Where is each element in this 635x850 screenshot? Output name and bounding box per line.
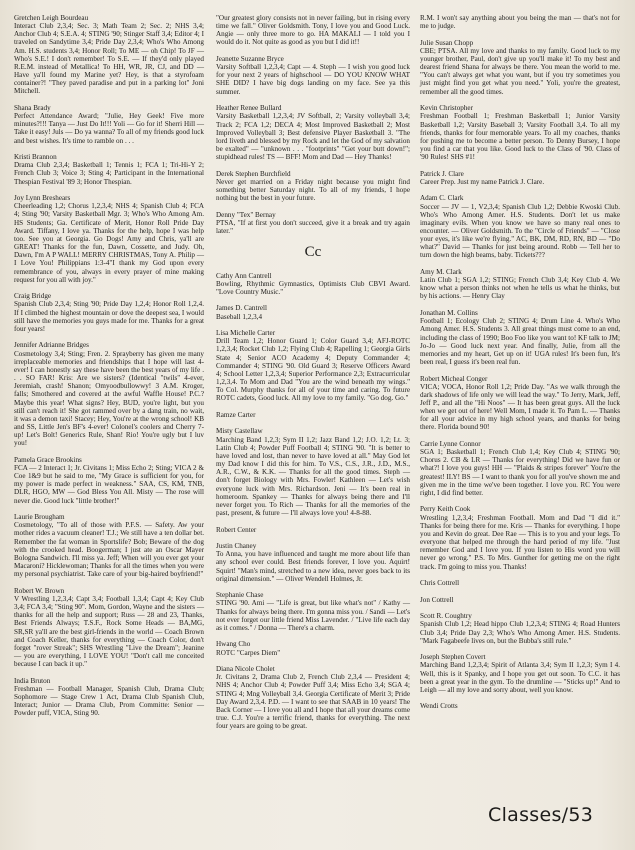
senior-activities: CBE; PTSA. All my love and thanks to my family. Good luck to my younger brother, Paul, don't give up you'll make it! To my best and dearest friend Shana for always be there. You mean the world to me. "You can't always get what you want, but if you try sometimes you just might find you get what you need." Yoli, you're the greatest, remember all the good times. — [420, 46, 620, 96]
senior-entry — [216, 427, 410, 517]
senior-name: Kevin Christopher — [420, 104, 473, 113]
senior-name: Kristi Brannon — [14, 153, 57, 162]
senior-entry — [420, 39, 620, 96]
senior-name: Jonathan M. Collins — [420, 309, 478, 318]
column-left — [14, 14, 204, 726]
senior-activities: Interact Club 2,3,4; Sec. 3; Math Team 2; Sec. 2; NHS 3,4; Anchor Club 4; S.E.A. 4; STING '90; Stinger Staff 3,4; Editor 4; I traveled on Sandytime 3,4; Pride Day 2,3,4; Who's Who Among Am. H.S. students 3,4; Honor Roll; To ME — oh Chip! To JF — Who's S.E.! I don't remember! To S.E. — If they'd only played R.E.M. instead of Metallica! To HH, WR, JR, CJ, and DD — Have ya'll found my Marine yet? Hey, is that a styrofoam container?! "They paved paradise and put in a parking lot" Joni Mitchell. — [14, 22, 204, 96]
senior-activities: R.M. I won't say anything about you being the man — that's not for me to judge. — [420, 14, 620, 31]
senior-name: Carrie Lynne Connor — [420, 440, 481, 448]
senior-name: Jennifer Adrianne Bridges — [14, 341, 89, 350]
senior-name: Chris Cottrell — [420, 579, 460, 588]
senior-entry — [14, 513, 204, 578]
senior-name: Shana Brady — [14, 103, 51, 112]
senior-name: Ramze Carter — [216, 410, 256, 419]
senior-activities: Cosmetology, "To all of those with P.F.S. — Safety. Aw your mother rides a vacuum cleaner! T.J.; We still have a ten dollar bet. Remember the fat woman in Sportslife? Bob; Beware of the dog with the crooked head. Boogerman; I just ate an Oscar Mayer Bologna Sandwich. I'll miss ya. Jeff; When will you ever get your Macaroni? Hicklewoman; Thanks for all the times when you were my personal psychiatrist. Take care of your big-haired boyfriend!" — [14, 521, 204, 579]
senior-activities: Varsity Basketball 1,2,3,4; JV Softball, 2; Varsity volleyball 3,4; Track 2; FCA 1,2; DECA 4; Most Improved Basketball 2; Most Improved Volleyball 3; Best defensive Player Basketball 3. "The lord liveth and blessed by my Rock and let the God of my salvation be exalted" — "unknown . . . "footprints" "Get your butt down!"; stupidhead rules! TS — BFF! Mom and Dad — Hey Thanks! — [216, 112, 410, 162]
senior-entry — [216, 211, 410, 235]
senior-entry — [216, 526, 410, 534]
senior-name: Jeanette Suzanne Bryce — [216, 55, 284, 64]
senior-activities: Marching Band 1,2,3; Sym II 1,2; Jazz Band 1,2; J.O. 1,2; Lt. 3; Latin Club 4; Powder Puff Football 4; STING '90. "It is better to have loved and lost, than never to have loved at all." May God let my Dad know I did this for him. To V.S., C.S., J.R., J.D., M.S., A.R., C.W., & K.K. — Thanks for all the good times. Steph — don't forget Biology with Mrs. Fowler! Kathleen — Let's wish everyone luck with Mrs. Richardson. Jeni — It's been real in homeroom. Spankey — Thanks for always being there and I'll never forget you. To Rich — Thanks for all the memories of the past, present, & future — I'll always love you! 4-8-88. — [216, 435, 410, 518]
senior-name: Wendi Crotts — [420, 702, 458, 711]
senior-activities: Perfect Attendance Award; "Julie, Hey Geek! Five more minutes?!!! Tanya — Just Do It!!! Yoli — Go for it! Sherri Hill — Take it easy! Juls — Do ya wanna? To all of my friends good luck and best wishes. It's time to ramble on . . . — [14, 112, 204, 145]
senior-entry — [216, 304, 410, 320]
senior-activities: To Anna, you have influenced and taught me more about life than any school ever could. Best friends forever, I love you. Aquirt! Squirt! "Man's mind, stretched to a new idea, never goes back to its original dimension." — Oliver Wendell Holmes, Jr. — [216, 550, 410, 583]
senior-entry — [420, 505, 620, 570]
senior-entry — [216, 329, 410, 402]
column-right — [420, 14, 620, 719]
senior-name: James D. Cantrell — [216, 304, 267, 313]
senior-entry — [420, 653, 620, 694]
senior-entry — [216, 411, 410, 419]
senior-activities: Latin Club 1; SGA 1,2; STING; French Club 3,4; Key Club 4. We know what a person thinks not when he tells us what he thinks, but by his actions. — Henry Clay — [420, 276, 620, 301]
senior-entry — [216, 170, 410, 203]
senior-name: Heather Renee Bullard — [216, 104, 282, 113]
senior-name: Adam C. Clark — [420, 194, 464, 203]
senior-entry — [420, 194, 620, 259]
senior-name: Craig Bridge — [14, 292, 52, 301]
senior-name: Joseph Stephen Covert — [420, 653, 486, 662]
senior-entry — [216, 104, 410, 161]
senior-name: Laurie Brougham — [14, 513, 65, 522]
senior-entry — [14, 587, 204, 669]
section-letter: Cc — [304, 243, 322, 260]
senior-entry — [14, 292, 204, 333]
senior-activities: Cheerleading 1,2; Chorus 1,2,3,4; NHS 4; Spanish Club 4; FCA 4; Sting '90; Varsity Basketball Mgr. 3; Who's Who Among Am. HS Students; Ga. Certificate of Merit, Honor Roll Pride Day Award. Tiffany, I love ya. Thanks for the help, hope I was help too. See you at Georgia. Go Dogs! Amy and Chris, ya'll are GREAT! Thanks for the fun, Dawn, Cossette, and Judy. Oh, Dawn, I'm A P WALL! MERRY CHRISTMAS, Tony A. Philip — I Love You! Philippians 1:3-4"I thank my God upon every remembrance of you, always in every prayer of mine making request for you all with joy." — [14, 202, 204, 284]
senior-entry — [216, 591, 410, 632]
senior-entry — [216, 14, 410, 47]
senior-activities: Soccer — JV — 1, V2,3,4; Spanish Club 1,2; Debbie Kwoski Club. Who's Who Among Amer. H.S. Students. Don't let us make imaginary evils. When you know we have so many real ones to encounter. — Oliver Goldsmith. To the "Circle of Friends" — "Close your eyes, it's like we're flying." AC, BK, DM, RD, RN, BD — "Do what?" David — Thanks for just being around. Robb — Tell her to turn down the high beams, baby. Tickets??? — [420, 202, 620, 260]
senior-entry — [14, 14, 204, 96]
senior-name: Joy Lynn Breshears — [14, 194, 71, 203]
senior-activities: VICA; VOCA, Honor Roll 1,2; Pride Day. "As we walk through the dark shadows of life only we will lead the way." To Jerry, Mark, Jeff, Jeff P., and all the "Hi Noos" — It has been great guys. All the luck when we get out of here! Well Mom, I made it. To Pam L. — Thanks for all your advice in my high school years, and thanks for being there. Florida bound 90! — [420, 382, 620, 432]
senior-name: India Bruton — [14, 676, 51, 685]
column-middle — [216, 14, 410, 739]
senior-name: Justin Chaney — [216, 542, 257, 551]
senior-activities: PTSA, "If at first you don't succeed, give it a break and try again later." — [216, 218, 410, 235]
senior-name: Robert W. Brown — [14, 586, 65, 595]
senior-activities: Football 1; Ecology Club 2; STING 4; Drum Line 4. Who's Who Among Amer. H.S. Students 3. All great things must come to an end, including the class of 1990; Boo Foo like you want to! KF talk to JM; Jo-Jo — Good luck next year. And finally, Julie, from all the memories and my heart, Get up on it! UGA rules! It's been fun, It's been real, I guess it's been real fun. — [420, 317, 620, 366]
senior-activities: FCA — 2 Interact 1; Jr. Civitans 1; Miss Echo 2; Sting; VICA 2 & Coe 1&9 but he said to me, "My Grace is sufficient for you, for my power is made perfect in weakness." SAA, CS, KM, TNB, DLR, HGO, MW — God Bless You All. Misty — The rose will never die. Good luck "little brother!" — [14, 464, 204, 505]
senior-entry — [420, 612, 620, 645]
senior-activities: Drama Club 2,3,4; Basketball 1; Tennis 1; FCA 1; Tri-Hi-Y 2; French Club 3; Voice 3; Sting 4; Participant in the International Thespian Festival '89 3; Honor Thespian. — [14, 161, 204, 186]
senior-activities: Freshman — Football Manager, Spanish Club, Drama Club; Sophomore — Stage Crew 1 Act, Drama Club Spanish Club, Interact; Junior — Drama Club, Prom Committe: Senior — Powder puff, VICA, Sting 90. — [14, 684, 204, 718]
senior-activities: SGA 1; Basketball 1; French Club 1,4; Key Club 4; STING '90; Chorus 2. CB & LR — Thanks for everything! Did we have fun or what?! I love you guys! HH — "Plaids & stripes forever" You're the greatest! ILY! BS — I want to thank you for all you've shown me and given me in the time we've been together. I love you. RC You were right, I did find better. — [420, 448, 620, 497]
senior-activities: "Our greatest glory consists not in never failing, but in rising every time we fall." Oliver Goldsmith. Tony, I love you and Good Luck. Angie — only three more to go. HA MAKALI — I told you I would do it. Not quite as good as you but I did it!! — [216, 14, 410, 47]
senior-activities: Freshman Football 1; Freshman Basketball 1; Junior Varsity Basketball 1,2; Varsity Baseball 3; Varsity Football 3,4. To all my friends, thanks for four memorable years. To all my coaches, thanks for pushing me to become a better person. To Denny Bursey, I hope you find a car that you like. Good luck to the Class of '90. Class of '90 Rules! SHS #1! — [420, 112, 620, 162]
senior-activities: Spanish Club 2,3,4; Sting '90; Pride Day 1,2,4; Honor Roll 1,2,4. If I climbed the highest mountain or dove the deepest sea, I would still have the memories you guys made for me. Thanks for a great four years! — [14, 300, 204, 333]
senior-entry — [14, 341, 204, 447]
senior-name: Hwang Cho — [216, 640, 251, 649]
senior-activities: Never get married on a Friday night because you might find something better Saturday night. To all of my friends, I hope nothing but the best in your future. — [216, 177, 410, 203]
senior-activities: Marching Band 1,2,3,4; Spirit of Atlanta 3,4; Sym II 1,2,3; Sym I 4. Well, this is it Spanky, and I hope you get out soon. To C.C. it has been a great year in the gym. To the drumline — "Sticks up!" And to Leigh — all my love and sorry about, well you know. — [420, 661, 620, 694]
senior-entry — [420, 579, 620, 587]
senior-name: Jon Cottrell — [420, 595, 454, 604]
senior-name: Diana Nicole Cholet — [216, 665, 275, 674]
senior-activities: Baseball 1,2,3,4 — [216, 312, 263, 321]
senior-entry — [420, 440, 620, 497]
senior-activities: Varsity Softball 1,2,3,4; Capt — 4. Steph — I wish you good luck for your next 2 years of highschool — DO YOU KNOW WHAT SHE DID? I have big dogs landing on my face. See ya this summer. — [216, 63, 410, 96]
senior-name: Misty Castellaw — [216, 427, 263, 436]
senior-name: Julie Susan Chopp — [420, 38, 474, 47]
page-folio: Classes/53 — [488, 804, 594, 826]
senior-name: Cathy Ann Cantrell — [216, 271, 272, 280]
senior-entry — [420, 14, 620, 30]
senior-activities: Drill Team 1,2; Honor Guard 1; Color Guard 3,4; AFJ-ROTC 1,2,3,4; Rocket Club 1,2; Flying Club 4; Rapelling 1; Georgia Girls State 4; Senior ACO Academy 4; Deputy Commander 4; Commander 4; STING '90. Old Guard 3; Reserve Officers Award 4; School Letter 1,2,3,4; Superior Performance 2,3; Extracurricular 1,2,3,4. To Mom and Dad "You are the wind beneath my wings." To Col. Murphy thanks for all of your time and caring. To future ROTC cadets, Good luck. All my love to my family. "Go dog. Go." — [216, 337, 410, 403]
senior-name: Derek Stephen Burchfield — [216, 169, 291, 178]
senior-entry — [420, 375, 620, 432]
senior-activities: ROTC "Carpes Diem" — [216, 648, 281, 657]
senior-name: Robert Center — [216, 525, 257, 534]
senior-entry — [216, 640, 410, 656]
senior-activities: Cosmetology 3,4; Sting; Fren. 2. Sprayberry has given me many irreplaceable memories and friendships that I hope will last 4-ever! I can honestly say these have been the best years of my life . . . SO FAR! Kris: Are we sisters? (Identical "twils" 4-ever, Jeremiah, crash! Shanon; Omyoodbullowwy! 3 A.M. Kroger, falls; Smothered and covered at the awful Waffle House! P.C.? Maybe this year! What signs? Hey, BUD, you're light, but you still can't reach it! She got rammed over by a dang train, no wait, it was a demon taxi! Stacey; Hey, You're at the wrong school! KB and SS, Little Jen's BF's 4-ever! Colonel's coolers and Cherry 7-up! Let's Bolt! Generics Rule, Shan! Rio! You're ugly but I luv you! — [14, 349, 204, 448]
senior-entry — [14, 104, 204, 145]
senior-activities: Bowling, Rhythmic Gymnastics, Optimists Club CBVI Award. "Love Country Music." — [216, 279, 410, 296]
senior-name: Perry Keith Cook — [420, 505, 471, 514]
senior-activities: STING '90. Ami — "Life is great, but like what's not" / Kathy — Thanks for always being there. I'm gonna miss you. / Sandi — Let's not ever forget our little friend Miss Lavender. / "Live life each day as it comes." / Donna — There's a charm. — [216, 599, 410, 632]
senior-activities: Wrestling 1,2,3,4; Freshman Football. Mom and Dad "I did it." Thanks for being there for me. Kris — Thanks for everything. I hope you and Kevin do great. Dee Rae — This is to you and your legs. To everyone that helped me through the hard period of my life. "Just remember God and I love you. If you listen to His word you will never go wrong." P.S. To Mrs. Gunther for getting me on the right track. I'm going to miss you. Thanks! — [420, 513, 620, 571]
senior-entry — [420, 309, 620, 366]
senior-entry — [14, 194, 204, 284]
senior-entry — [420, 702, 620, 710]
senior-entry — [216, 542, 410, 583]
senior-entry — [420, 170, 620, 186]
senior-activities: V Wrestling 1,2,3,4; Capt 3,4; Football 1,3,4; Capt 4; Key Club 3,4; FCA 3,4; "Sting 90". Mom, Gordon, Wayne and the sisters — thanks for all the help and support; Russ — 28 and 23, Thanks, Best Friends Always; T.S.F., Rock Some Heads — BA,MG, SR,SR ya'll are the best girl-friends in the world — Coach Brown and Coach Keller, thanks for everything — Coach Color, don't forget "rover Streak"; SHS Wrestling "Live the Dream"; Jeanine — you are everything, I LOVE YOU! "Don't call me conceited because I can back it up." — [14, 594, 204, 669]
senior-entry — [14, 153, 204, 186]
senior-name: Scott R. Coughtry — [420, 612, 472, 621]
senior-entry — [420, 104, 620, 161]
senior-name: Amy M. Clark — [420, 268, 462, 277]
senior-activities: Career Prep. Just my name Patrick J. Clare. — [420, 177, 545, 186]
senior-name: Lisa Michelle Carter — [216, 329, 276, 338]
senior-entry — [216, 272, 410, 296]
senior-entry — [216, 55, 410, 96]
senior-activities: Spanish Club 1,2; Head hippo Club 1,2,3,4; STING 4; Road Hunters Club 3,4; Pride Day 2,3; Who's Who Among Amer. H.S. Students. "Mark Fagabeefe lives on, but the Bubba's still rule." — [420, 620, 620, 645]
senior-entry — [14, 677, 204, 718]
senior-entry — [420, 596, 620, 604]
senior-name: Stephanie Chase — [216, 591, 264, 600]
senior-entry — [420, 268, 620, 301]
senior-name: Gretchen Leigh Bourdeau — [14, 14, 89, 22]
senior-name: Pamela Grace Brookins — [14, 455, 82, 464]
senior-entry — [14, 456, 204, 505]
senior-name: Patrick J. Clare — [420, 169, 464, 178]
senior-entry — [216, 665, 410, 730]
senior-activities: Jr. Civitans 2, Drama Club 2, French Club 2,3,4 — President 4; NHS 4; Anchor Club 4; Powder Puff 3,4; Miss Echo 3,4; SGA 4; STING 4; Mng Volleyball 3,4. Georgia Certificate of Merit 3; Pride Day Award 2,3,4. P.D. — I want to see that SAAB in 10 years! The Back Corner — I love you all and I hope that all your dreams come true. C.J. You're a terrific friend, thanks for everything. The next four years are going to be great. — [216, 673, 410, 731]
senior-name: Denny "Tex" Bernay — [216, 210, 276, 219]
senior-name: Robert Micheal Conger — [420, 374, 488, 383]
